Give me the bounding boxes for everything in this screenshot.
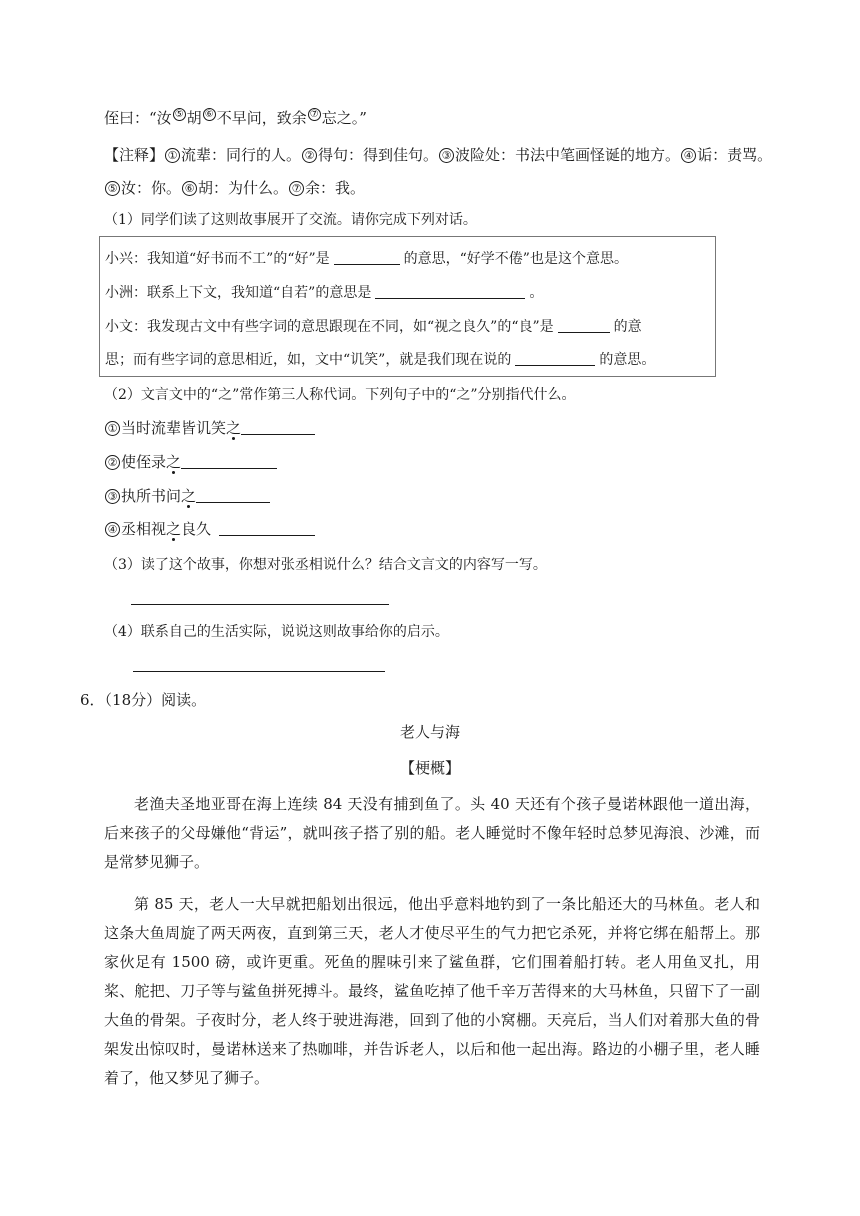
zhi-char: 之 [181, 487, 197, 505]
synopsis-paragraph-1: 老渔夫圣地亚哥在海上连续 84 天没有捕到鱼了。头 40 天还有个孩子曼诺林跟他一道出海，后来孩子的父母嫌他“背运”，就叫孩子搭了别的船。老人睡觉时不像年轻时总梦见海浪、沙滩，而是常梦见狮子。 [104, 795, 760, 871]
note-number: ⑤ [105, 181, 120, 196]
synopsis-paragraph-2: 第 85 天，老人一大早就把船划出很远，他出乎意料地钓到了一条比船还大的马林鱼。老人和这条大鱼周旋了两天两夜，直到第三天，老人才使尽平生的气力把它杀死，并将它绑在船帮上。那家伙足有 1500 磅，或许更重。死鱼的腥味引来了鲨鱼群，它们围着船打转。老人用鱼叉扎，用桨、舵把、刀子等与鲨鱼拼死搏斗。最终，鲨鱼吃掉了他千辛万苦得来的大马林鱼，只留下了一副大鱼的骨架。子夜时分，老人终于驶进海港，回到了他的小窝棚。天亮后，当人们对着那大鱼的骨架发出惊叹时，曼诺林送来了热咖啡，并告诉老人，以后和他一起出海。路边的小棚子里，老人睡着了，他又梦见了狮子。 [104, 895, 760, 1087]
item-number: ③ [105, 489, 120, 504]
note-number: ② [302, 148, 317, 163]
q3-prompt: （3）读了这个故事，你想对张丞相说什么？结合文言文的内容写一写。 [104, 557, 547, 573]
item-number: ② [105, 455, 120, 470]
answer-blank[interactable] [375, 282, 525, 299]
q2-item-4 [104, 519, 319, 539]
dialogue-line-xiaoxing [105, 248, 628, 269]
zhi-char: 之 [166, 453, 182, 471]
item-number: ① [105, 421, 120, 436]
answer-blank[interactable] [196, 486, 270, 503]
note-number: ③ [439, 148, 454, 163]
classical-last-line [104, 108, 367, 128]
quote-text: 不早问，致余 [216, 109, 307, 127]
quote-text: 忘之。” [321, 109, 367, 127]
quote-text: 侄曰：“汝 [104, 109, 172, 127]
note-text: 诟：责骂。 [697, 146, 773, 164]
note-number: ⑥ [182, 181, 197, 196]
q2-item-2 [104, 452, 281, 472]
q2-item-3 [104, 486, 274, 506]
q2-item-1 [104, 418, 319, 438]
dialogue-text: 思；而有些字词的意思相近，如，文中“讥笑”，就是我们现在说的 [105, 352, 512, 368]
dialogue-line-xiaowen-cont [105, 349, 655, 370]
sentence-text: 丞相视 [121, 520, 167, 538]
zhi-char: 之 [226, 419, 242, 437]
dialogue-text: 小文：我发现古文中有些字词的意思跟现在不同，如“视之良久”的“良”是 [105, 319, 554, 335]
note-text: 波险处：书法中笔画怪诞的地方。 [455, 146, 681, 164]
note-text: 流辈：同行的人。 [181, 146, 302, 164]
dialogue-text: 的意思，“好学不倦”也是这个意思。 [403, 251, 628, 267]
q6-header: 6．（18分）阅读。 [80, 691, 207, 709]
notes-line-1 [104, 145, 772, 165]
note-text: 得句：得到佳句。 [318, 146, 439, 164]
dialogue-line-xiaozhou [105, 282, 543, 303]
q2-prompt: （2）文言文中的“之”常作第三人称代词。下列句子中的“之”分别指代什么。 [104, 387, 576, 403]
answer-blank[interactable] [515, 349, 595, 366]
story-title: 老人与海 [399, 723, 460, 741]
dialogue-text: 的意 [613, 319, 642, 335]
dialogue-text: 小兴：我知道“好书而不工”的“好”是 [105, 251, 330, 267]
q4-prompt: （4）联系自己的生活实际，说说这则故事给你的启示。 [104, 624, 449, 640]
notes-line-2 [104, 178, 365, 198]
dialogue-text: 小洲：联系上下文，我知道“自若”的意思是 [105, 285, 372, 301]
answer-blank[interactable] [181, 452, 277, 469]
answer-blank[interactable] [241, 418, 315, 435]
note-text: 胡：为什么。 [198, 179, 289, 197]
footnote-marker: ⑦ [308, 108, 321, 121]
q4-answer-line[interactable] [133, 671, 385, 672]
note-number: ⑦ [289, 181, 304, 196]
answer-blank[interactable] [334, 248, 400, 265]
note-number: ④ [681, 148, 696, 163]
footnote-marker: ⑤ [173, 108, 186, 121]
synopsis-heading: 【梗概】 [399, 759, 460, 777]
sentence-text: 良久 [181, 520, 212, 538]
dialogue-line-xiaowen [105, 316, 642, 337]
answer-blank[interactable] [219, 519, 315, 536]
q1-prompt: （1）同学们读了这则故事展开了交流。请你完成下列对话。 [104, 212, 477, 228]
dialogue-text: 。 [529, 285, 544, 301]
q3-answer-line[interactable] [131, 604, 389, 605]
note-text: 汝：你。 [121, 179, 182, 197]
notes-label: 【注释】 [104, 146, 165, 164]
answer-blank[interactable] [558, 316, 610, 333]
sentence-text: 使侄录 [121, 453, 167, 471]
sentence-text: 执所书问 [121, 487, 182, 505]
note-text: 余：我。 [305, 179, 366, 197]
zhi-char: 之 [166, 520, 182, 538]
note-number: ① [165, 148, 180, 163]
dialogue-text: 的意思。 [599, 352, 656, 368]
footnote-marker: ⑥ [203, 108, 216, 121]
item-number: ④ [105, 522, 120, 537]
quote-text: 胡 [186, 109, 202, 127]
sentence-text: 当时流辈皆讥笑 [121, 419, 227, 437]
